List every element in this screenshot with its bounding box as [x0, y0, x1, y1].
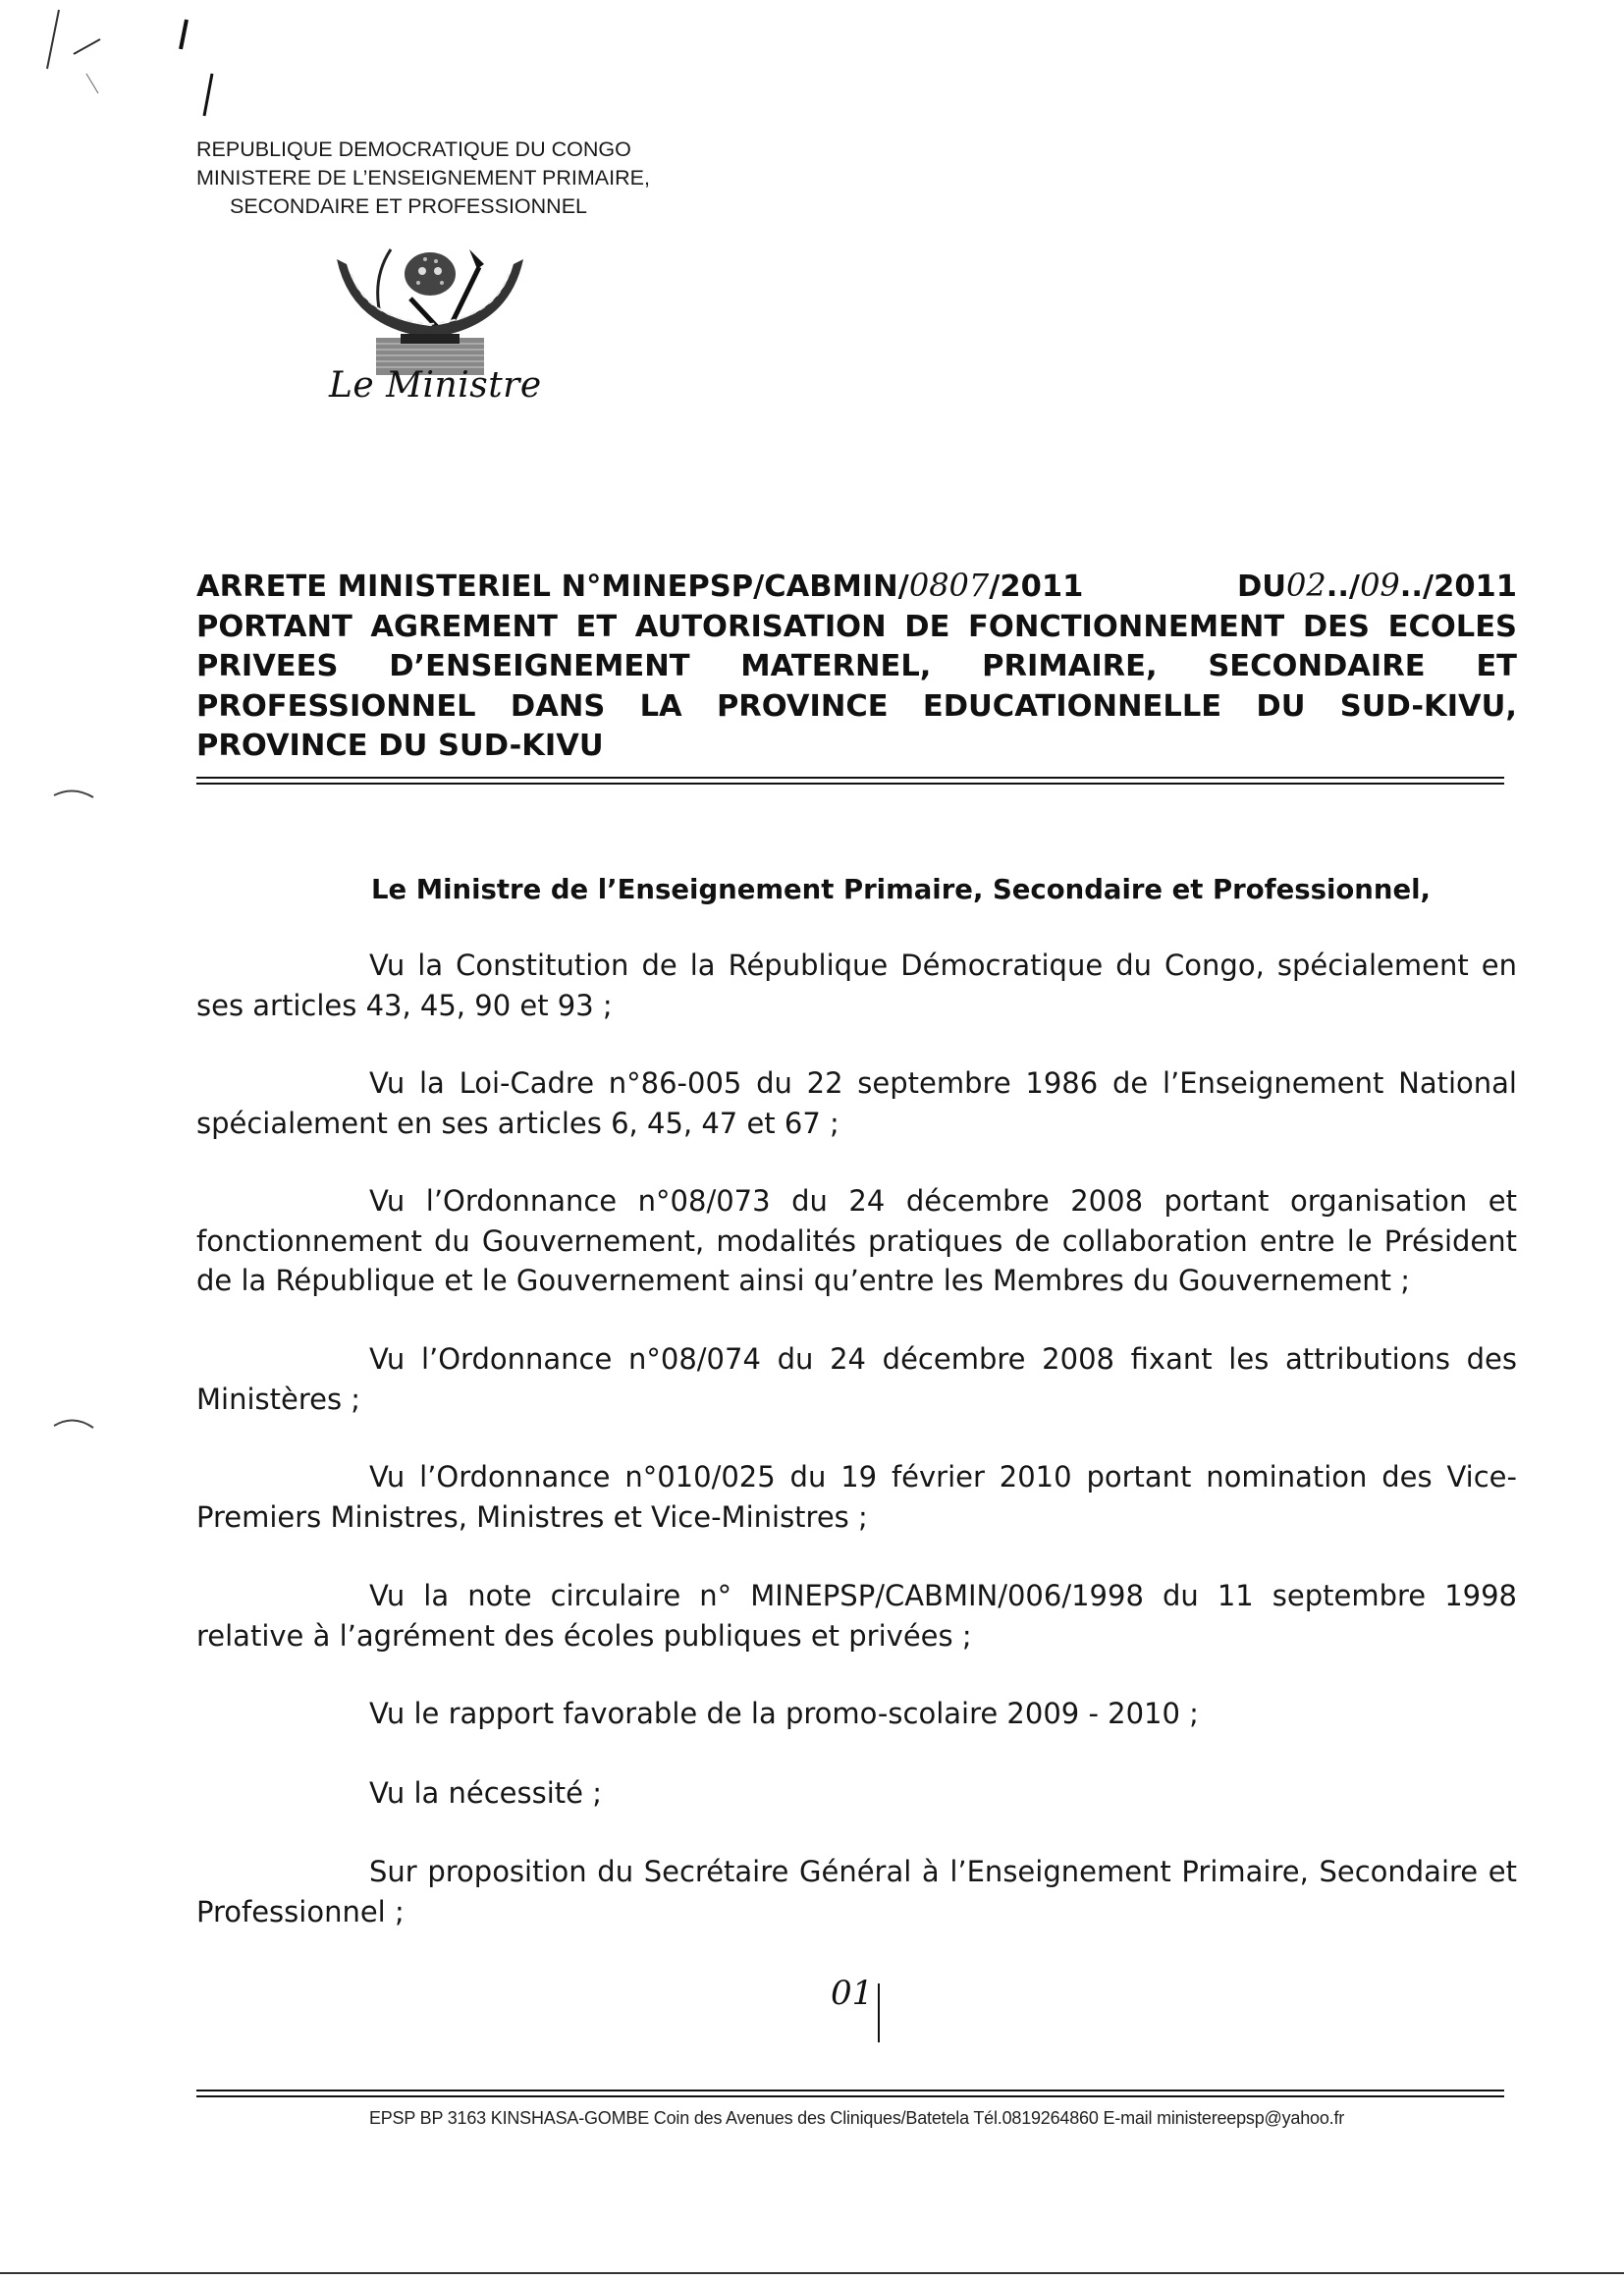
- decree-title: [196, 566, 1517, 767]
- minister-signature-title: Le Ministre: [329, 365, 542, 406]
- recital-paragraph: Vu l’Ordonnance n°08/073 du 24 décembre 2008 portant organisation et fonctionnement du Gouvernement, modalités pratiques de collaboration entre le Président de la République et le Gouvernement ainsi qu’entre les Membres du Gouvernement ;: [196, 1184, 1517, 1297]
- decree-title-line5: PROVINCE DU SUD-KIVU: [196, 729, 604, 763]
- header-ministry: MINISTERE DE L’ENSEIGNEMENT PRIMAIRE,: [196, 166, 650, 190]
- title-divider: [196, 777, 1504, 779]
- recital-paragraph: Vu la Constitution de la République Démocratique du Congo, spécialement en ses articles 43, 45, 90 et 93 ;: [196, 949, 1517, 1022]
- decree-title-line4: PROFESSIONNEL DANS LA PROVINCE EDUCATIONNELLE DU SUD-KIVU,: [196, 688, 1517, 724]
- decree-number-handwritten: 0807: [908, 567, 990, 604]
- recital-paragraph: Vu l’Ordonnance n°08/074 du 24 décembre 2008 fixant les attributions des Ministères ;: [196, 1342, 1517, 1416]
- decree-date-year: /2011: [1422, 570, 1517, 604]
- scan-mark: [49, 1414, 108, 1443]
- letterhead: [196, 136, 746, 221]
- decree-title-line1: ARRETE MINISTERIEL N°MINEPSP/CABMIN/0807/2011 DU02../09../2011: [196, 567, 1517, 604]
- decree-title-line2: PORTANT AGREMENT ET AUTORISATION DE FONCTIONNEMENT DES ECOLES: [196, 609, 1517, 644]
- header-ministry-cont: SECONDAIRE ET PROFESSIONNEL: [230, 194, 587, 218]
- handwritten-initials: 01: [831, 1974, 874, 2013]
- recital-paragraph: Vu la note circulaire n° MINEPSP/CABMIN/006/1998 du 11 septembre 1998 relative à l’agrément des écoles publiques et privées ;: [196, 1579, 1517, 1653]
- header-country: REPUBLIQUE DEMOCRATIQUE DU CONGO: [196, 137, 631, 161]
- footer-divider: [196, 2090, 1504, 2091]
- page-bottom-edge: [0, 2272, 1624, 2274]
- scan-mark: [49, 786, 108, 815]
- recital-paragraph: Vu la Loi-Cadre n°86-005 du 22 septembre 1986 de l’Enseignement National spécialement en ses articles 6, 45, 47 et 67 ;: [196, 1066, 1517, 1140]
- decree-ref-year: /2011: [989, 570, 1084, 604]
- handwritten-marks: [20, 0, 216, 128]
- recital-paragraph: Vu l’Ordonnance n°010/025 du 19 février 2010 portant nomination des Vice-Premiers Ministres, Ministres et Vice-Ministres ;: [196, 1460, 1517, 1534]
- decree-day-handwritten: 02: [1286, 567, 1326, 604]
- decree-ref-prefix: ARRETE MINISTERIEL N°MINEPSP/CABMIN/: [196, 570, 909, 604]
- initials-stroke: [878, 1983, 880, 2042]
- decree-date-prefix: DU: [1236, 570, 1287, 604]
- footer-contact: EPSP BP 3163 KINSHASA-GOMBE Coin des Avenues des Cliniques/Batetela Tél.0819264860 E-mail ministereepsp@yahoo.fr: [368, 2108, 1345, 2128]
- decree-month-handwritten: 09: [1360, 567, 1400, 604]
- recital-paragraph: Vu le rapport favorable de la promo-scolaire 2009 - 2010 ;: [369, 1697, 1199, 1730]
- minister-heading: Le Ministre de l’Enseignement Primaire, Secondaire et Professionnel,: [371, 874, 1431, 905]
- recital-paragraph: Sur proposition du Secrétaire Général à l’Enseignement Primaire, Secondaire et Professionnel ;: [196, 1855, 1517, 1928]
- decree-title-line3: PRIVEES D’ENSEIGNEMENT MATERNEL, PRIMAIRE, SECONDAIRE ET: [196, 649, 1517, 683]
- recital-paragraph: Vu la nécessité ;: [369, 1776, 602, 1810]
